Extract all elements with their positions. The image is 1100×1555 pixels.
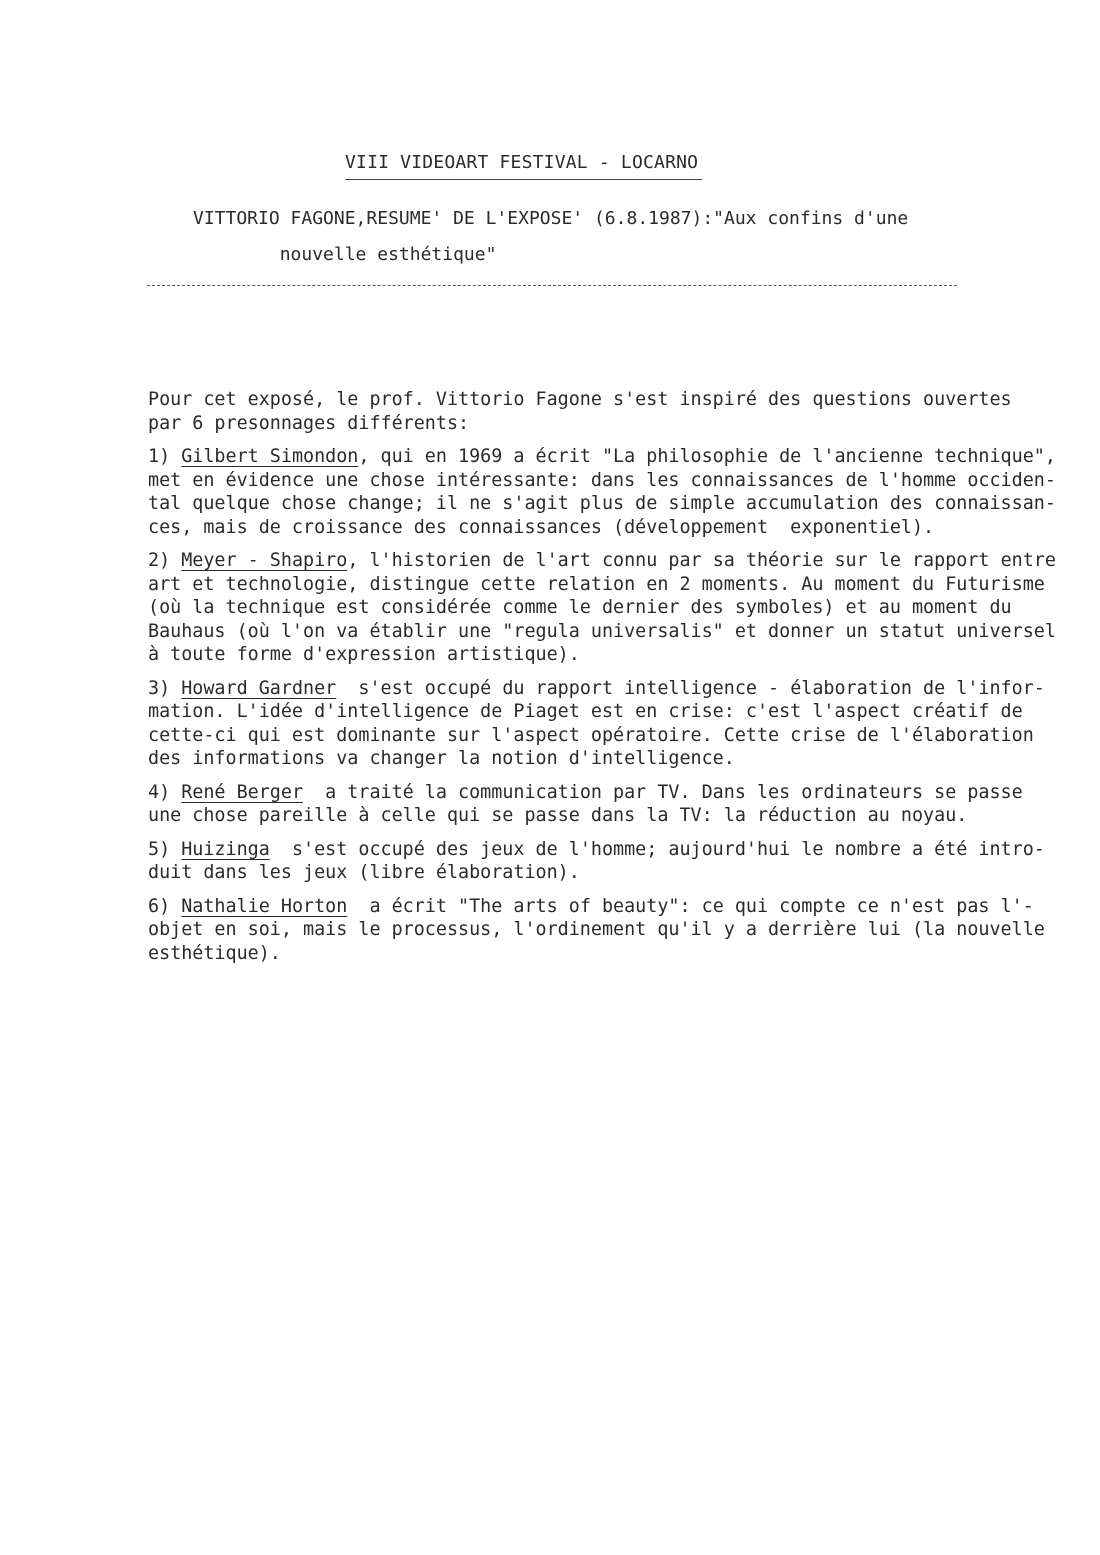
item-text: , qui en 1969 a écrit "La philosophie de l'ancienne technique", met en évidence une chose intéressante: dans les connaissances de l'homme occiden- tal quelque chose change; il ne s'agit plus de simple accumulation des connaissan- ces, mais de croissance des connaissances (développement exponentiel).	[148, 446, 1056, 538]
item-text: a traité la communication par TV. Dans les ordinateurs se passe une chose pareille à celle qui se passe dans la TV: la réduction au noyau.	[148, 781, 1023, 826]
section-separator	[147, 285, 957, 286]
item-number: 5)	[148, 838, 182, 860]
document-body	[148, 388, 1068, 975]
document-title: VIII VIDEOART FESTIVAL - LOCARNO	[345, 152, 699, 173]
list-item	[148, 838, 1068, 885]
list-item	[148, 781, 1068, 828]
person-name: Howard Gardner	[181, 677, 337, 699]
item-number: 6)	[148, 895, 182, 917]
subtitle-line-2: nouvelle esthétique"	[193, 244, 497, 265]
list-item	[148, 549, 1068, 667]
person-name: Meyer - Shapiro	[181, 550, 348, 571]
person-name: Nathalie Horton	[181, 895, 348, 917]
item-number: 4)	[148, 781, 182, 803]
item-number: 3)	[148, 677, 182, 699]
item-text: a écrit "The arts of beauty": ce qui compte ce n'est pas l'- objet en soi, mais le processus, l'ordinement qu'il y a derrière lui (la nouvelle esthétique).	[148, 895, 1045, 964]
title-underline	[345, 179, 702, 180]
person-name: René Berger	[181, 781, 304, 803]
person-name: Huizinga	[181, 838, 270, 860]
item-text: s'est occupé des jeux de l'homme; aujourd'hui le nombre a été intro- duit dans les jeux (libre élaboration).	[148, 838, 1045, 883]
list-item	[148, 677, 1068, 771]
item-number: 1)	[148, 446, 182, 467]
item-text: , l'historien de l'art connu par sa théorie sur le rapport entre art et technologie, distingue cette relation en 2 moments. Au moment du Futurisme (où la technique est considérée comme le dernier des symboles) et au moment du Bauhaus (où l'on va établir une "regula universalis" et donner un statut universel à toute forme d'expression artistique).	[148, 550, 1056, 665]
item-text: s'est occupé du rapport intelligence - élaboration de l'infor- mation. L'idée d'intelligence de Piaget est en crise: c'est l'aspect créatif de cette-ci qui est dominante sur l'aspect opératoire. Cette crise de l'élaboration des informations va changer la notion d'intelligence.	[148, 677, 1045, 769]
document-subtitle	[193, 201, 973, 273]
person-name: Gilbert Simondon	[181, 446, 359, 467]
item-number: 2)	[148, 550, 182, 571]
list-item	[148, 895, 1068, 966]
intro-paragraph: Pour cet exposé, le prof. Vittorio Fagone s'est inspiré des questions ouvertes par 6 presonnages différents:	[148, 389, 1012, 434]
subtitle-line-1: VITTORIO FAGONE,RESUME' DE L'EXPOSE' (6.8.1987):"Aux confins d'une	[193, 208, 909, 229]
list-item	[148, 445, 1068, 539]
